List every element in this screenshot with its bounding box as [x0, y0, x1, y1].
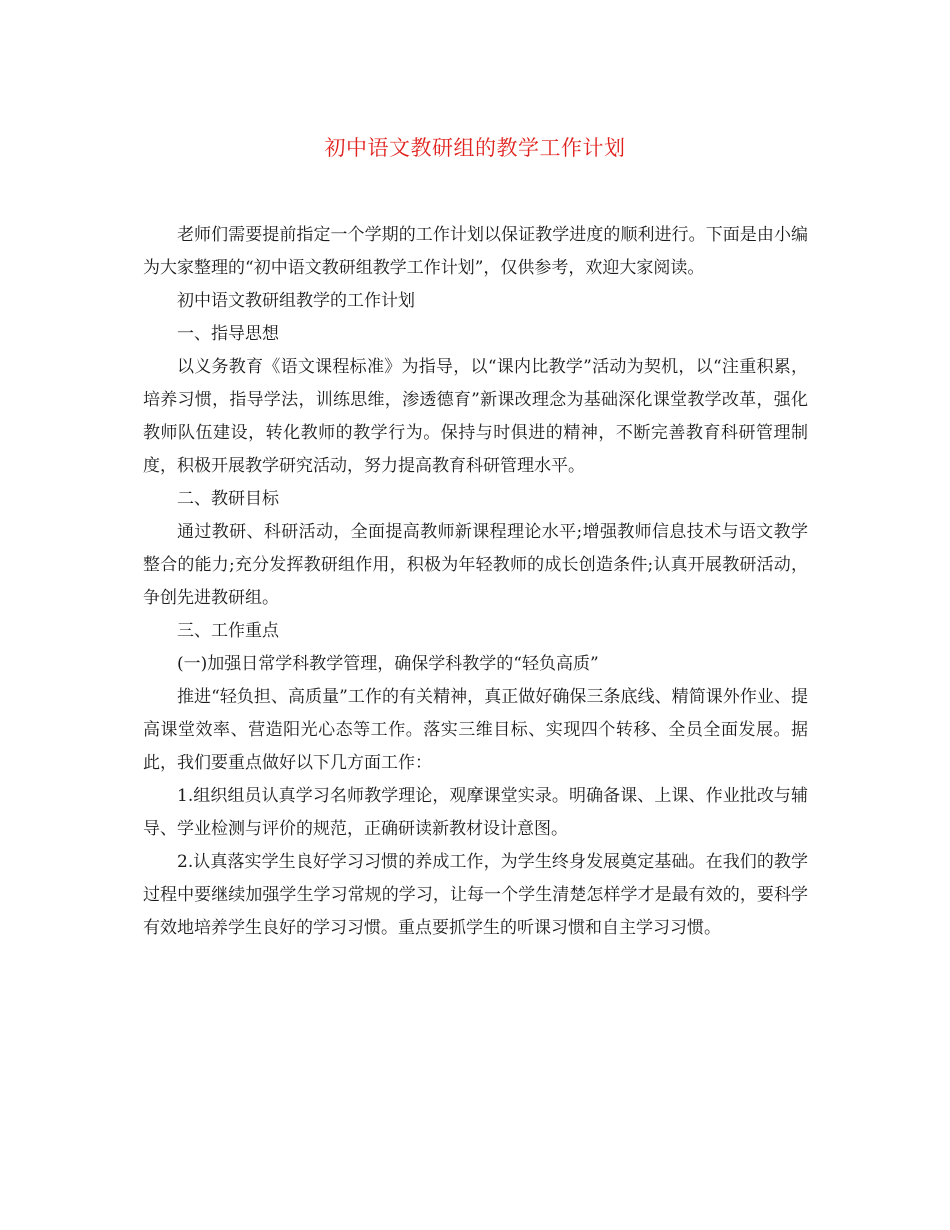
list-item-2: 2.认真落实学生良好学习习惯的养成工作，为学生终身发展奠定基础。在我们的教学过程中要继续加强学生学习常规的学习，让每一个学生清楚怎样学才是最有效的，要科学有效地培养学生良好的学习习惯。重点要抓学生的听课习惯和自主学习习惯。	[143, 852, 808, 938]
heading-work-focus: 三、工作重点	[177, 621, 279, 641]
paragraph-daily-management: 推进“轻负担、高质量”工作的有关精神，真正做好确保三条底线、精简课外作业、提高课堂效率、营造阳光心态等工作。落实三维目标、实现四个转移、全员全面发展。据此，我们要重点做好以下几方面工作：	[143, 687, 808, 773]
paragraph-intro: 老师们需要提前指定一个学期的工作计划以保证教学进度的顺利进行。下面是由小编为大家整理的“初中语文教研组教学工作计划”，仅供参考，欢迎大家阅读。	[143, 225, 808, 278]
paragraph-research-goals: 通过教研、科研活动，全面提高教师新课程理论水平;增强教师信息技术与语文教学整合的能力;充分发挥教研组作用，积极为年轻教师的成长创造条件;认真开展教研活动，争创先进教研组。	[143, 522, 808, 608]
paragraph-guiding-thought: 以义务教育《语文课程标准》为指导，以“课内比教学”活动为契机，以“注重积累，培养习惯，指导学法，训练思维，渗透德育”新课改理念为基础深化课堂教学改革，强化教师队伍建设，转化教师的教学行为。保持与时俱进的精神，不断完善教育科研管理制度，积极开展教学研究活动，努力提高教育科研管理水平。	[143, 357, 808, 476]
list-item-1: 1.组织组员认真学习名师教学理论，观摩课堂实录。明确备课、上课、作业批改与辅导、学业检测与评价的规范，正确研读新教材设计意图。	[143, 786, 808, 839]
heading-research-goals: 二、教研目标	[177, 489, 279, 509]
document-body	[143, 219, 808, 945]
subheading-daily-management: (一)加强日常学科教学管理，确保学科教学的“轻负高质”	[177, 654, 599, 674]
paragraph-subtitle: 初中语文教研组教学的工作计划	[177, 291, 415, 311]
document-title: 初中语文教研组的教学工作计划	[324, 136, 626, 160]
heading-guiding-thought: 一、指导思想	[177, 324, 279, 344]
